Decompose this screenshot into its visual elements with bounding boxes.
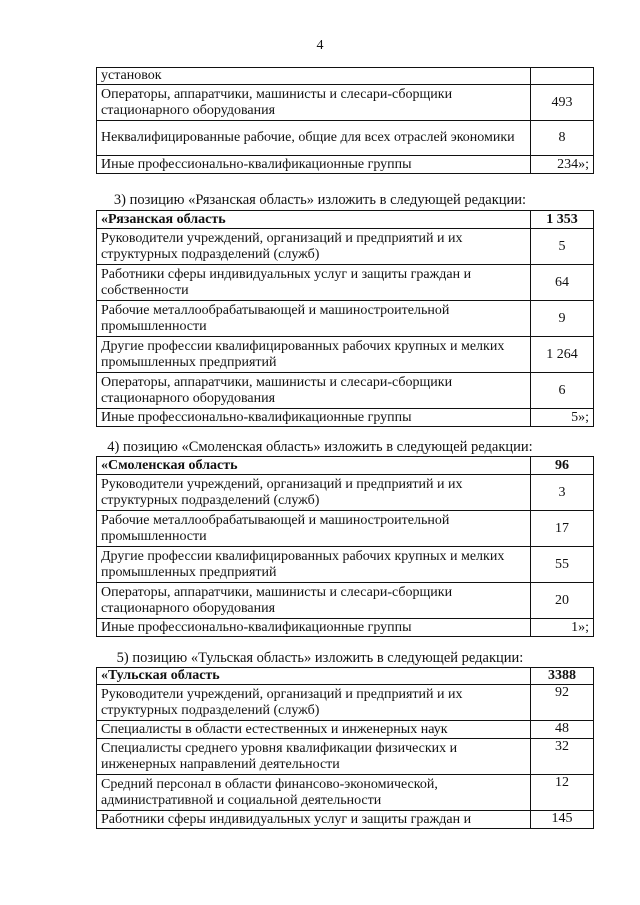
row-name: Операторы, аппаратчики, машинисты и слесари-сборщики стационарного оборудования xyxy=(97,373,531,409)
row-value: 6 xyxy=(531,373,594,409)
row-name: Средний персонал в области финансово-экономической, административной и социальной деятельности xyxy=(97,775,531,811)
table-row xyxy=(97,85,594,121)
table-row xyxy=(97,229,594,265)
table-row xyxy=(97,409,594,427)
row-name: Специалисты среднего уровня квалификации физических и инженерных направлений деятельности xyxy=(97,739,531,775)
row-name: Неквалифицированные рабочие, общие для всех отраслей экономики xyxy=(97,121,531,156)
row-name: Руководители учреждений, организаций и предприятий и их структурных подразделений (служб) xyxy=(97,229,531,265)
row-value: 5 xyxy=(531,229,594,265)
row-name: Другие профессии квалифицированных рабочих крупных и мелких промышленных предприятий xyxy=(97,547,531,583)
table-row xyxy=(97,583,594,619)
table-continuation xyxy=(96,67,594,174)
row-value: 48 xyxy=(531,721,594,739)
table-header-row xyxy=(97,211,594,229)
section-4-intro: 4) позицию «Смоленская область» изложить в следующей редакции: xyxy=(107,439,533,455)
table-header-row xyxy=(97,457,594,475)
table-row xyxy=(97,511,594,547)
region-total: 3388 xyxy=(531,668,594,685)
table-row xyxy=(97,721,594,739)
row-value: 3 xyxy=(531,475,594,511)
row-name: Руководители учреждений, организаций и предприятий и их структурных подразделений (служб) xyxy=(97,685,531,721)
table-smolensk xyxy=(96,456,594,637)
region-name: «Смоленская область xyxy=(97,457,531,475)
row-value: 92 xyxy=(531,685,594,721)
row-name: Специалисты в области естественных и инженерных наук xyxy=(97,721,531,739)
table-header-row xyxy=(97,668,594,685)
row-name: Руководители учреждений, организаций и предприятий и их структурных подразделений (служб) xyxy=(97,475,531,511)
table-row xyxy=(97,475,594,511)
row-name: Иные профессионально-квалификационные группы xyxy=(97,619,531,637)
page-number: 4 xyxy=(316,38,324,53)
region-name: «Тульская область xyxy=(97,668,531,685)
row-value: 55 xyxy=(531,547,594,583)
row-name: Работники сферы индивидуальных услуг и защиты граждан и xyxy=(97,811,531,829)
row-value: 234»; xyxy=(531,156,594,174)
row-value: 1»; xyxy=(531,619,594,637)
row-value: 32 xyxy=(531,739,594,775)
section-3-intro: 3) позицию «Рязанская область» изложить в следующей редакции: xyxy=(113,192,527,208)
section-5-intro: 5) позицию «Тульская область» изложить в следующей редакции: xyxy=(116,650,524,666)
row-name: Рабочие металлообрабатывающей и машиностроительной промышленности xyxy=(97,301,531,337)
row-name: Иные профессионально-квалификационные группы xyxy=(97,409,531,427)
row-name: Работники сферы индивидуальных услуг и защиты граждан и собственности xyxy=(97,265,531,301)
row-name: Рабочие металлообрабатывающей и машиностроительной промышленности xyxy=(97,511,531,547)
table-ryazan xyxy=(96,210,594,427)
table-row xyxy=(97,739,594,775)
row-name: установок xyxy=(97,68,531,85)
table-row xyxy=(97,373,594,409)
table-row xyxy=(97,301,594,337)
row-value: 20 xyxy=(531,583,594,619)
row-name: Иные профессионально-квалификационные группы xyxy=(97,156,531,174)
table-row xyxy=(97,547,594,583)
region-total: 96 xyxy=(531,457,594,475)
table-row xyxy=(97,811,594,829)
table-row xyxy=(97,337,594,373)
table-row xyxy=(97,619,594,637)
row-value: 1 264 xyxy=(531,337,594,373)
table-row xyxy=(97,68,594,85)
table-tula xyxy=(96,667,594,829)
table-row xyxy=(97,265,594,301)
row-value: 12 xyxy=(531,775,594,811)
row-value: 493 xyxy=(531,85,594,121)
row-name: Другие профессии квалифицированных рабочих крупных и мелких промышленных предприятий xyxy=(97,337,531,373)
row-name: Операторы, аппаратчики, машинисты и слесари-сборщики стационарного оборудования xyxy=(97,583,531,619)
row-value: 145 xyxy=(531,811,594,829)
table-row xyxy=(97,775,594,811)
row-value: 8 xyxy=(531,121,594,156)
table-row xyxy=(97,121,594,156)
row-value: 17 xyxy=(531,511,594,547)
row-value xyxy=(531,68,594,85)
region-total: 1 353 xyxy=(531,211,594,229)
row-value: 5»; xyxy=(531,409,594,427)
region-name: «Рязанская область xyxy=(97,211,531,229)
row-value: 9 xyxy=(531,301,594,337)
row-value: 64 xyxy=(531,265,594,301)
table-row xyxy=(97,685,594,721)
row-name: Операторы, аппаратчики, машинисты и слесари-сборщики стационарного оборудования xyxy=(97,85,531,121)
table-row xyxy=(97,156,594,174)
